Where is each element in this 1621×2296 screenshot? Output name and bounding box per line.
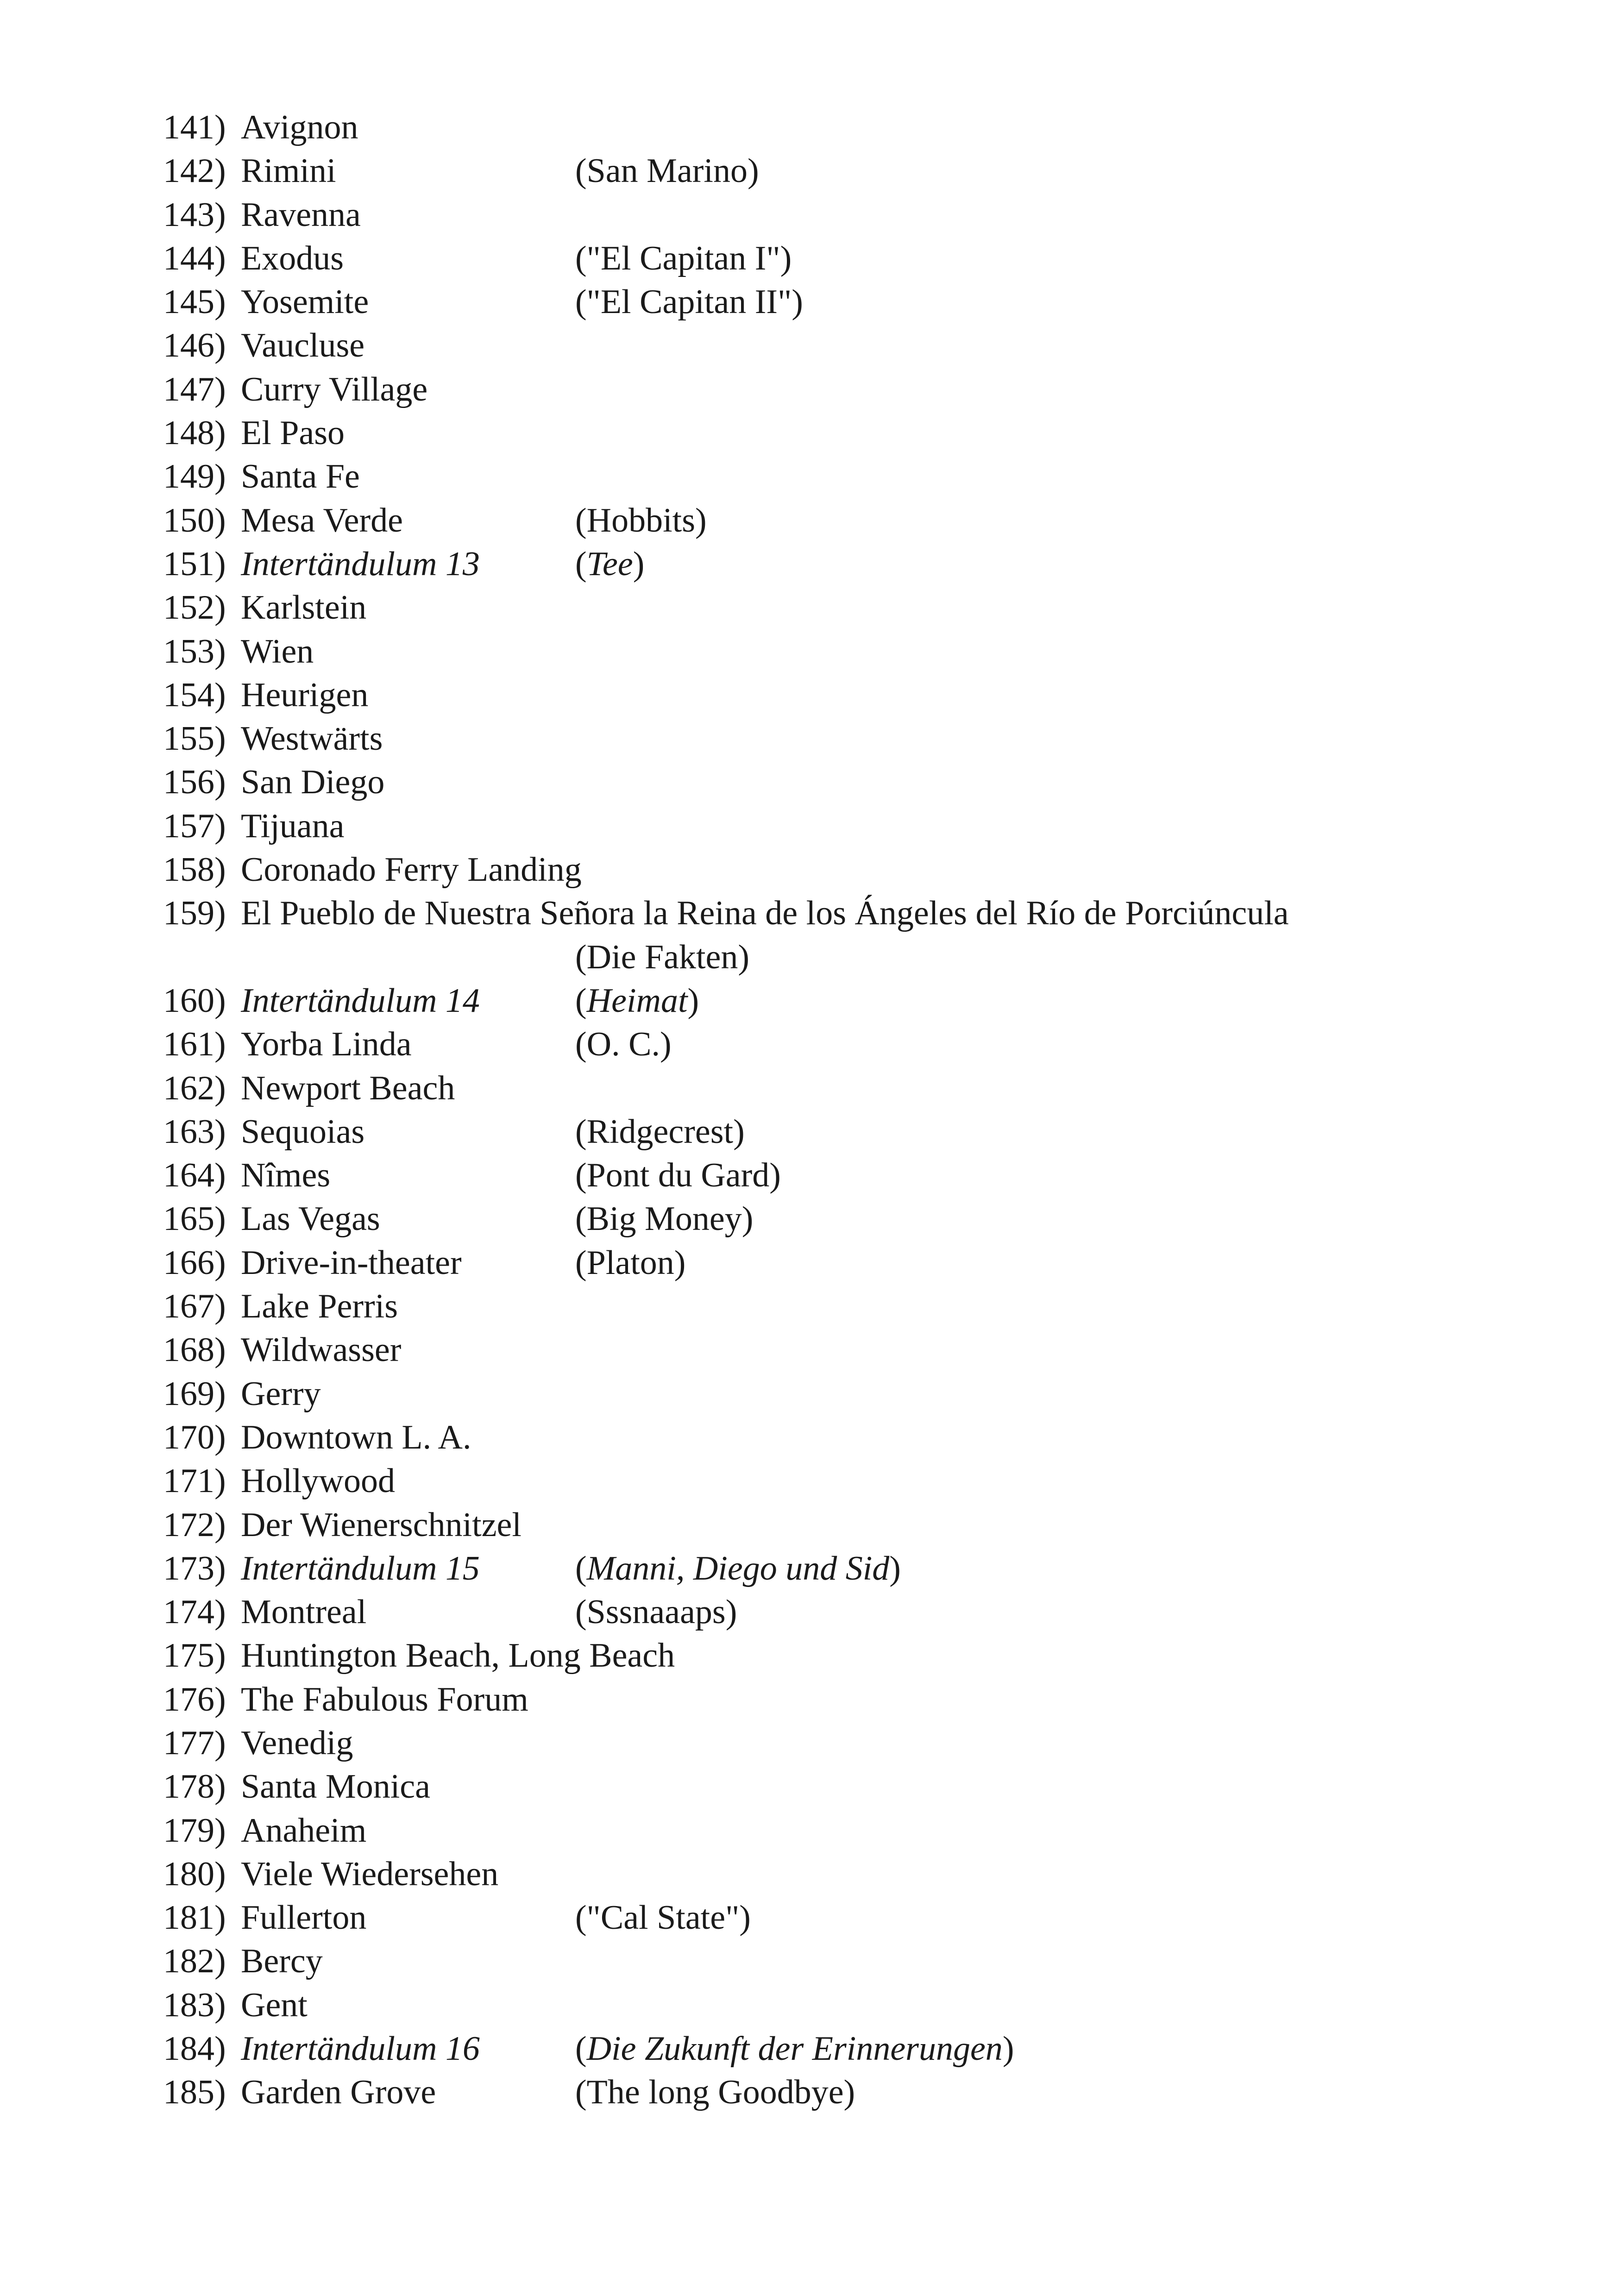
entry-name: Intertändulum 16 xyxy=(241,2030,480,2068)
entry-number: 148) xyxy=(163,414,226,452)
list-item xyxy=(163,1328,1552,1372)
entry-number: 159) xyxy=(163,894,226,933)
note-paren-close: ) xyxy=(1002,2030,1014,2068)
entry-number: 181) xyxy=(163,1899,226,1937)
note-paren-open: ( xyxy=(575,545,587,583)
entry-name: Avignon xyxy=(241,108,358,146)
list-item xyxy=(163,411,1552,455)
entry-name: Gent xyxy=(241,1986,308,2024)
entry-number: 176) xyxy=(163,1680,226,1719)
entry-name: Mesa Verde xyxy=(241,501,403,539)
entry-note: (Ridgecrest) xyxy=(575,1112,745,1151)
entry-name: Montreal xyxy=(241,1593,367,1631)
entry-name: Sequoias xyxy=(241,1112,365,1151)
entry-number: 149) xyxy=(163,458,226,496)
entry-note: ("Cal State") xyxy=(575,1899,751,1937)
entry-name: Anaheim xyxy=(241,1811,367,1850)
list-item xyxy=(163,2027,1552,2070)
entry-number: 172) xyxy=(163,1506,226,1544)
entry-number: 175) xyxy=(163,1637,226,1675)
entry-note: (Big Money) xyxy=(575,1200,754,1238)
entry-number: 167) xyxy=(163,1287,226,1326)
entry-note: (Pont du Gard) xyxy=(575,1156,781,1195)
entry-number: 142) xyxy=(163,152,226,190)
list-item xyxy=(163,848,1552,891)
list-item xyxy=(163,1809,1552,1852)
list-item xyxy=(163,1285,1552,1328)
note-paren-open: ( xyxy=(575,2030,587,2068)
entry-number: 177) xyxy=(163,1724,226,1762)
list-item xyxy=(163,1678,1552,1721)
list-item xyxy=(163,1023,1552,1066)
entry-name: Garden Grove xyxy=(241,2073,436,2112)
note-paren-close: ) xyxy=(687,981,699,1020)
entry-number: 170) xyxy=(163,1418,226,1456)
entry-note xyxy=(575,2027,1014,2070)
note-paren-open: ( xyxy=(575,1549,587,1587)
list-item xyxy=(163,935,1552,979)
entry-number: 160) xyxy=(163,981,226,1020)
entry-number: 147) xyxy=(163,370,226,408)
entry-name: Exodus xyxy=(241,239,344,277)
entry-note: (O. C.) xyxy=(575,1025,672,1064)
list-item xyxy=(163,499,1552,542)
entry-name: Huntington Beach, Long Beach xyxy=(241,1637,675,1675)
list-item xyxy=(163,630,1552,673)
entry-name: Intertändulum 15 xyxy=(241,1549,480,1587)
entry-name: Santa Fe xyxy=(241,458,360,496)
entry-name: Yorba Linda xyxy=(241,1025,412,1064)
entry-number: 166) xyxy=(163,1243,226,1282)
list-item xyxy=(163,586,1552,629)
list-item xyxy=(163,1066,1552,1110)
entry-number: 174) xyxy=(163,1593,226,1631)
entry-name: Fullerton xyxy=(241,1899,367,1937)
entry-note-text: Die Zukunft der Erinnerungen xyxy=(586,2030,1003,2068)
list-item xyxy=(163,1765,1552,1808)
entry-name: Bercy xyxy=(241,1942,323,1981)
entry-name: Wien xyxy=(241,632,314,671)
entry-number: 162) xyxy=(163,1069,226,1107)
entry-name: Santa Monica xyxy=(241,1768,430,1806)
entry-number: 169) xyxy=(163,1374,226,1413)
list-item xyxy=(163,1372,1552,1416)
entry-name: Drive-in-theater xyxy=(241,1243,462,1282)
list-item xyxy=(163,1197,1552,1241)
entry-note: (San Marino) xyxy=(575,152,759,190)
entry-name: Yosemite xyxy=(241,283,369,321)
list-item xyxy=(163,1590,1552,1634)
list-item xyxy=(163,193,1552,237)
entry-number: 146) xyxy=(163,326,226,365)
entry-number: 163) xyxy=(163,1112,226,1151)
list-item xyxy=(163,891,1552,935)
entry-name: El Pueblo de Nuestra Señora la Reina de los Ángeles del Río de Porciúncula xyxy=(241,894,1289,933)
entry-number: 141) xyxy=(163,108,226,146)
entry-name: Viele Wiedersehen xyxy=(241,1855,499,1893)
list-item xyxy=(163,1547,1552,1590)
list-item xyxy=(163,1852,1552,1896)
entry-note: (Sssnaaaps) xyxy=(575,1593,737,1631)
list-item xyxy=(163,368,1552,411)
entry-number: 143) xyxy=(163,195,226,234)
list-item xyxy=(163,979,1552,1023)
entry-note-text: Manni, Diego und Sid xyxy=(586,1549,890,1587)
entry-name: Nîmes xyxy=(241,1156,331,1195)
entry-name: Ravenna xyxy=(241,195,361,234)
entry-number: 178) xyxy=(163,1768,226,1806)
list-item xyxy=(163,1416,1552,1459)
list-item xyxy=(163,1154,1552,1197)
list-item xyxy=(163,149,1552,193)
entry-name: Intertändulum 13 xyxy=(241,545,480,583)
entry-note: ("El Capitan I") xyxy=(575,239,792,277)
entry-note: (Die Fakten) xyxy=(575,938,750,976)
entry-number: 144) xyxy=(163,239,226,277)
entry-number: 165) xyxy=(163,1200,226,1238)
entry-name: Westwärts xyxy=(241,720,383,758)
entry-number: 182) xyxy=(163,1942,226,1981)
entry-number: 173) xyxy=(163,1549,226,1587)
entry-number: 153) xyxy=(163,632,226,671)
entry-note: ("El Capitan II") xyxy=(575,283,803,321)
entry-number: 171) xyxy=(163,1462,226,1500)
entry-number: 154) xyxy=(163,676,226,714)
list-item xyxy=(163,1721,1552,1765)
entry-number: 185) xyxy=(163,2073,226,2112)
entry-name: Der Wienerschnitzel xyxy=(241,1506,521,1544)
list-item xyxy=(163,760,1552,804)
list-item xyxy=(163,324,1552,367)
entry-number: 158) xyxy=(163,851,226,889)
list-item xyxy=(163,106,1552,149)
entry-number: 156) xyxy=(163,763,226,802)
list-item xyxy=(163,2070,1552,2114)
entry-name: Hollywood xyxy=(241,1462,395,1500)
entry-list xyxy=(163,106,1552,2114)
entry-note: (Platon) xyxy=(575,1243,686,1282)
entry-name: Intertändulum 14 xyxy=(241,981,480,1020)
entry-name: The Fabulous Forum xyxy=(241,1680,528,1719)
entry-number: 164) xyxy=(163,1156,226,1195)
entry-note-text: Tee xyxy=(586,545,633,583)
entry-note: (The long Goodbye) xyxy=(575,2073,855,2112)
entry-number: 151) xyxy=(163,545,226,583)
list-item xyxy=(163,1241,1552,1285)
entry-number: 157) xyxy=(163,807,226,845)
entry-name: Wildwasser xyxy=(241,1331,402,1369)
entry-name: Curry Village xyxy=(241,370,428,408)
entry-number: 155) xyxy=(163,720,226,758)
entry-note xyxy=(575,542,644,586)
list-item xyxy=(163,1110,1552,1154)
entry-name: Venedig xyxy=(241,1724,353,1762)
list-item xyxy=(163,1634,1552,1677)
entry-number: 179) xyxy=(163,1811,226,1850)
list-item xyxy=(163,1503,1552,1547)
entry-name: Rimini xyxy=(241,152,336,190)
list-item xyxy=(163,237,1552,280)
entry-number: 152) xyxy=(163,589,226,627)
entry-name: Gerry xyxy=(241,1374,321,1413)
entry-name: El Paso xyxy=(241,414,345,452)
list-item xyxy=(163,542,1552,586)
entry-number: 184) xyxy=(163,2030,226,2068)
entry-name: Newport Beach xyxy=(241,1069,455,1107)
entry-number: 183) xyxy=(163,1986,226,2024)
note-paren-close: ) xyxy=(633,545,645,583)
entry-note-text: Heimat xyxy=(586,981,688,1020)
entry-name: Las Vegas xyxy=(241,1200,380,1238)
entry-note xyxy=(575,1547,901,1590)
entry-note xyxy=(575,979,699,1023)
entry-name: Lake Perris xyxy=(241,1287,398,1326)
entry-name: San Diego xyxy=(241,763,385,802)
entry-name: Heurigen xyxy=(241,676,369,714)
entry-number: 150) xyxy=(163,501,226,539)
entry-number: 168) xyxy=(163,1331,226,1369)
note-paren-close: ) xyxy=(889,1549,901,1587)
list-item xyxy=(163,280,1552,324)
list-item xyxy=(163,455,1552,498)
entry-number: 180) xyxy=(163,1855,226,1893)
entry-number: 161) xyxy=(163,1025,226,1064)
list-item xyxy=(163,1939,1552,1983)
list-item xyxy=(163,804,1552,848)
entry-name: Tijuana xyxy=(241,807,345,845)
list-item xyxy=(163,673,1552,717)
entry-note: (Hobbits) xyxy=(575,501,707,539)
entry-name: Coronado Ferry Landing xyxy=(241,851,582,889)
list-item xyxy=(163,1896,1552,1939)
entry-number: 145) xyxy=(163,283,226,321)
note-paren-open: ( xyxy=(575,981,587,1020)
entry-name: Karlstein xyxy=(241,589,367,627)
list-item xyxy=(163,1983,1552,2027)
entry-name: Vaucluse xyxy=(241,326,365,365)
entry-name: Downtown L. A. xyxy=(241,1418,471,1456)
list-item xyxy=(163,717,1552,760)
list-item xyxy=(163,1459,1552,1503)
